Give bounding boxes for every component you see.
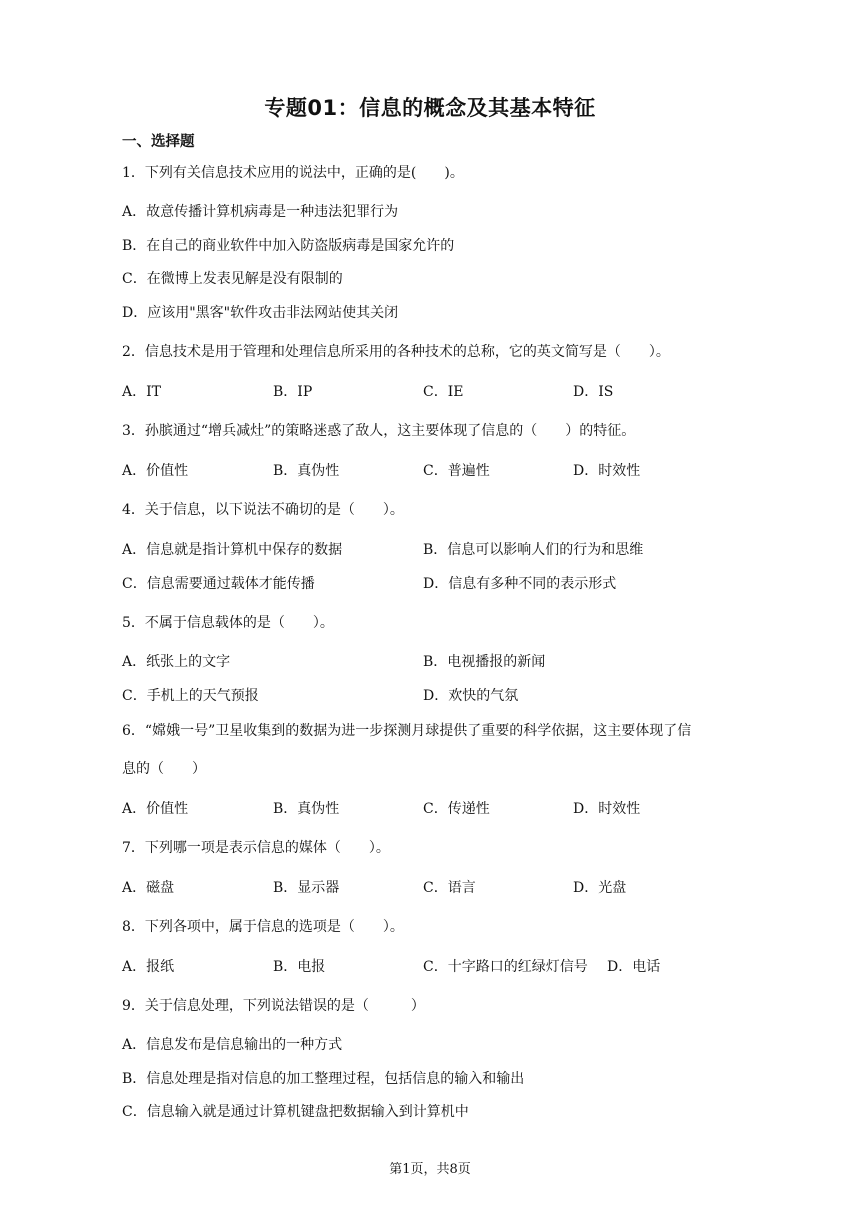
page-title: 专题01：信息的概念及其基本特征 — [264, 96, 596, 120]
question-5-option-c: C．手机上的天气预报 — [122, 688, 259, 704]
question-7-option-b: B．显示器 — [273, 880, 340, 896]
question-4-stem: 4．关于信息，以下说法不确切的是（ ）。 — [122, 502, 404, 518]
question-3-stem: 3．孙膑通过“增兵减灶”的策略迷惑了敌人，这主要体现了信息的（ ）的特征。 — [122, 423, 636, 439]
question-6-option-c: C．传递性 — [423, 801, 490, 817]
question-6-stem-continued: 息的（ ） — [122, 761, 206, 777]
question-6-option-d: D．时效性 — [573, 801, 641, 817]
question-1-option-b: B．在自己的商业软件中加入防盗版病毒是国家允许的 — [122, 238, 455, 254]
question-1-option-c: C．在微博上发表见解是没有限制的 — [122, 271, 343, 287]
question-7-option-d: D．光盘 — [573, 880, 627, 896]
question-8-stem: 8．下列各项中，属于信息的选项是（ ）。 — [122, 919, 404, 935]
question-3-option-b: B．真伪性 — [273, 463, 340, 479]
question-4-option-b: B．信息可以影响人们的行为和思维 — [423, 542, 644, 558]
question-8-option-d: D．电话 — [607, 959, 661, 975]
question-8-option-b: B．电报 — [273, 959, 326, 975]
question-2-stem: 2．信息技术是用于管理和处理信息所采用的各种技术的总称，它的英文简写是（ ）。 — [122, 344, 670, 360]
question-1-option-a: A．故意传播计算机病毒是一种违法犯罪行为 — [122, 204, 399, 220]
question-7-option-c: C．语言 — [423, 880, 476, 896]
question-7-option-a: A．磁盘 — [122, 880, 175, 896]
question-3-option-c: C．普遍性 — [423, 463, 490, 479]
question-5-stem: 5．不属于信息载体的是（ ）。 — [122, 615, 334, 631]
question-2-option-a: A．IT — [122, 384, 161, 400]
question-6-option-a: A．价值性 — [122, 801, 189, 817]
question-4-option-d: D．信息有多种不同的表示形式 — [423, 576, 617, 592]
question-2-option-c: C．IE — [423, 384, 464, 400]
question-9-option-a: A．信息发布是信息输出的一种方式 — [122, 1037, 343, 1053]
question-5-option-b: B．电视播报的新闻 — [423, 654, 546, 670]
question-4-option-c: C．信息需要通过载体才能传播 — [122, 576, 315, 592]
section-heading: 一、选择题 — [122, 134, 195, 150]
question-9-stem: 9．关于信息处理，下列说法错误的是（ ） — [122, 998, 425, 1014]
page-number-footer: 第1页，共8页 — [389, 1162, 471, 1177]
question-8-option-a: A．报纸 — [122, 959, 175, 975]
question-2-option-b: B．IP — [273, 384, 313, 400]
question-3-option-d: D．时效性 — [573, 463, 641, 479]
question-9-option-c: C．信息输入就是通过计算机键盘把数据输入到计算机中 — [122, 1104, 469, 1120]
question-1-option-d: D．应该用"黑客"软件攻击非法网站使其关闭 — [122, 305, 399, 321]
question-4-option-a: A．信息就是指计算机中保存的数据 — [122, 542, 343, 558]
question-5-option-d: D．欢快的气氛 — [423, 688, 519, 704]
question-9-option-b: B．信息处理是指对信息的加工整理过程，包括信息的输入和输出 — [122, 1071, 525, 1087]
question-8-option-c: C．十字路口的红绿灯信号 — [423, 959, 588, 975]
question-3-option-a: A．价值性 — [122, 463, 189, 479]
question-2-option-d: D．IS — [573, 384, 614, 400]
question-6-stem: 6．“嫦娥一号”卫星收集到的数据为进一步探测月球提供了重要的科学依据，这主要体现了信 — [122, 723, 692, 739]
question-6-option-b: B．真伪性 — [273, 801, 340, 817]
question-1-stem: 1．下列有关信息技术应用的说法中，正确的是( )。 — [122, 165, 464, 181]
question-5-option-a: A．纸张上的文字 — [122, 654, 231, 670]
question-7-stem: 7．下列哪一项是表示信息的媒体（ ）。 — [122, 840, 390, 856]
